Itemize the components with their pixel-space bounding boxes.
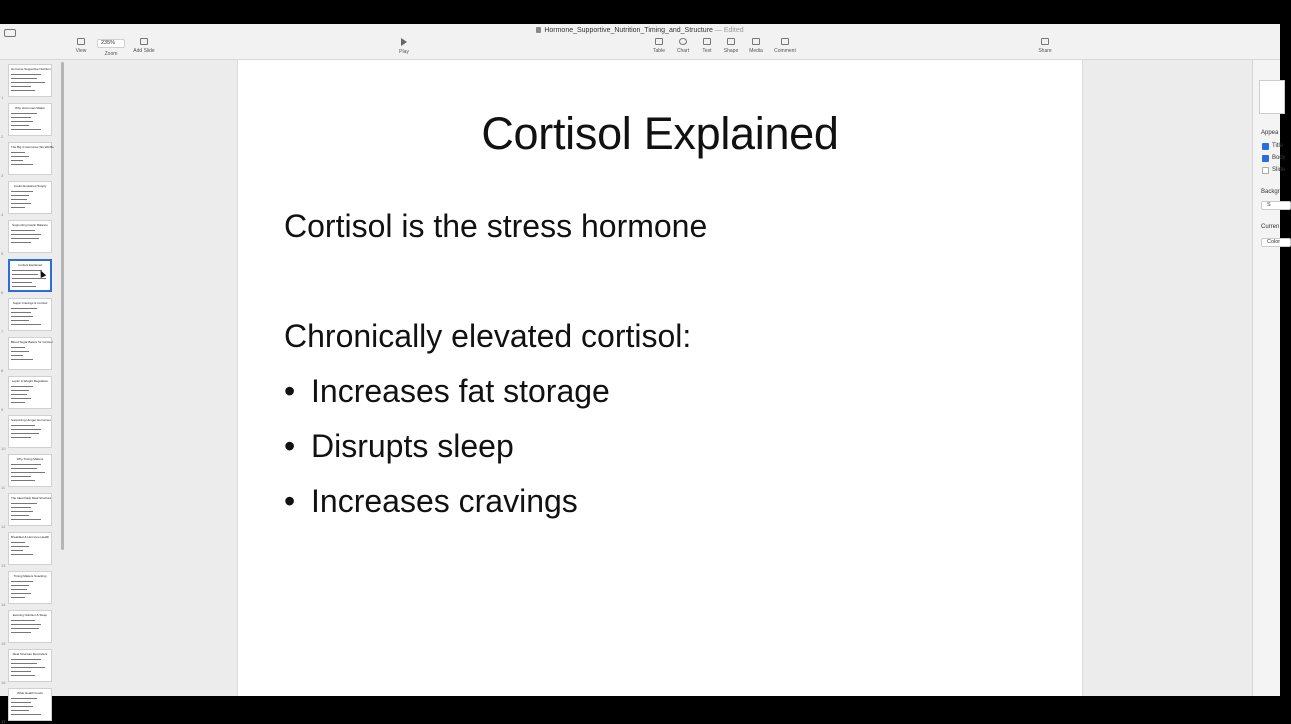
thumbnail-text-line (11, 82, 45, 83)
slide-thumbnail[interactable] (8, 415, 52, 448)
thumbnail-text-line (11, 113, 37, 114)
thumbnail-text-line (11, 324, 41, 325)
thumbnail-text-line (11, 390, 29, 391)
thumbnail-text-line (11, 425, 35, 426)
slide-thumbnail-row[interactable] (0, 64, 60, 100)
slide-thumbnail-row[interactable] (0, 103, 60, 139)
text-icon (703, 38, 711, 45)
thumbnail-title: The Ideal Daily Meal Structure (11, 496, 52, 500)
slide-thumbnail[interactable] (8, 103, 52, 136)
comment-button[interactable] (765, 38, 805, 54)
thumbnail-text-line (11, 402, 25, 403)
thumbnail-text-line (11, 702, 31, 703)
slide-thumbnail-row[interactable] (0, 181, 60, 217)
thumbnail-title: Cortisol Explained (17, 263, 43, 267)
thumbnail-text-line (11, 164, 33, 165)
thumbnail-text-line (11, 663, 37, 664)
document-icon (536, 27, 541, 33)
thumbnail-text-line (12, 286, 36, 287)
background-select[interactable]: S (1261, 201, 1291, 210)
slide-navigator (0, 60, 66, 724)
thumbnail-title: Hormone-Supportive Nutrition (11, 67, 51, 71)
slide-thumbnail-row[interactable] (0, 532, 60, 568)
thumbnail-title: Insulin Explained Simply (13, 184, 47, 188)
slide-thumbnail-row[interactable] (0, 610, 60, 646)
slide-thumbnail-row[interactable] (0, 376, 60, 412)
bullet-item[interactable] (284, 483, 578, 520)
document-title[interactable] (0, 27, 1280, 34)
thumbnail-text-line (11, 519, 41, 520)
slide-thumbnail[interactable] (8, 532, 52, 565)
thumbnail-text-line (11, 675, 35, 676)
thumbnail-text-line (12, 274, 38, 275)
slide-number: 15 (1, 641, 6, 646)
thumbnail-text-line (11, 710, 29, 711)
thumbnail-text-line (11, 316, 33, 317)
thumbnail-text-line (11, 398, 31, 399)
thumbnail-text-line (11, 542, 25, 543)
slide-number: 7 (1, 329, 4, 334)
thumbnail-title: Supporting Hunger Hormones (11, 418, 51, 422)
table-icon (655, 38, 663, 45)
slide-thumbnail-row[interactable] (0, 337, 60, 373)
bullet-text: Disrupts sleep (311, 428, 514, 464)
thumbnail-title: Sugar Cravings & Cortisol (12, 301, 48, 305)
thumbnail-text-line (11, 593, 31, 594)
slide-number: 3 (1, 173, 4, 178)
toolbar (0, 24, 1280, 60)
thumbnail-text-line (11, 480, 35, 481)
bullet-marker: • (284, 428, 296, 464)
slide-number: 1 (1, 95, 4, 100)
table-label: Table (653, 48, 665, 54)
thumbnail-title: Breakfast & Hormone Health (11, 535, 50, 539)
bullet-item[interactable] (284, 428, 514, 465)
thumbnail-text-line (11, 628, 39, 629)
add-slide-icon (140, 38, 148, 45)
slide-thumbnail[interactable] (8, 181, 52, 214)
thumbnail-text-line (11, 238, 39, 239)
thumbnail-text-line (11, 581, 33, 582)
slide-number: 4 (1, 212, 4, 217)
slide-number: 2 (1, 134, 4, 139)
thumbnail-text-line (11, 242, 31, 243)
thumbnail-text-line (11, 152, 25, 153)
thumbnail-text-line (11, 195, 29, 196)
thumbnail-text-line (11, 125, 29, 126)
thumbnail-text-line (11, 472, 45, 473)
thumbnail-text-line (11, 394, 27, 395)
thumbnail-text-line (11, 597, 25, 598)
thumbnail-text-line (11, 706, 33, 707)
thumbnail-text-line (11, 78, 37, 79)
thumbnail-text-line (11, 433, 39, 434)
thumbnail-text-line (11, 199, 27, 200)
thumbnail-text-line (11, 632, 31, 633)
slide-number: 10 (1, 446, 6, 451)
thumbnail-text-line (11, 230, 35, 231)
slide-thumbnail[interactable] (8, 610, 52, 643)
bullet-item[interactable] (284, 373, 610, 410)
thumbnail-text-line (11, 659, 41, 660)
thumbnail-text-line (11, 437, 31, 438)
slide-number: 8 (1, 368, 4, 373)
thumbnail-title: Meal Structure Reminders (12, 652, 48, 656)
thumbnail-text-line (11, 585, 29, 586)
text-label: Text (702, 48, 712, 54)
slide-thumbnail[interactable] (8, 220, 52, 253)
slide-number: 12 (1, 524, 6, 529)
bullet-marker: • (284, 483, 296, 519)
thumbnail-text-line (11, 511, 33, 512)
thumbnail-text-line (11, 546, 29, 547)
thumbnail-title: Why Hormones Matter (14, 106, 45, 110)
share-icon (1041, 38, 1049, 45)
slide-thumbnail-row[interactable] (0, 493, 60, 529)
media-label: Media (749, 48, 763, 54)
play-button[interactable] (384, 38, 424, 55)
thumbnail-text-line (11, 515, 29, 516)
thumbnail-text-line (11, 320, 29, 321)
thumbnail-text-line (11, 191, 33, 192)
slide-thumbnail[interactable] (8, 649, 52, 682)
current-label: Curren (1261, 224, 1280, 230)
bullet-text: Increases fat storage (311, 373, 610, 409)
slide-number: 14 (1, 602, 6, 607)
slide-title[interactable]: Cortisol Explained (481, 108, 839, 159)
mouse-pointer-icon (38, 269, 46, 278)
slide-thumbnail-row[interactable] (0, 415, 60, 451)
thumbnail-text-line (11, 620, 35, 621)
slide-thumbnail-row[interactable] (0, 454, 60, 490)
keynote-window (0, 24, 1286, 724)
thumbnail-text-line (11, 160, 23, 161)
title-checkbox-label: Title (1272, 143, 1284, 149)
view-icon (77, 38, 85, 45)
chart-icon (679, 38, 687, 45)
bullet-text: Increases cravings (311, 483, 578, 519)
thumbnail-text-line (11, 355, 23, 356)
slide-body-line[interactable]: Chronically elevated cortisol: (284, 318, 692, 354)
thumbnail-title: Supporting Insulin Balance (12, 223, 48, 227)
thumbnail-text-line (11, 90, 35, 91)
thumbnail-text-line (12, 282, 32, 283)
thumbnail-text-line (11, 507, 31, 508)
thumbnail-title: Why Timing Matters (16, 457, 44, 461)
slide-thumbnail[interactable] (8, 376, 52, 409)
slide-number: 9 (1, 407, 4, 412)
zoom-label: Zoom (104, 51, 118, 57)
share-label: Share (1038, 48, 1052, 54)
color-select[interactable]: Color (1261, 238, 1291, 247)
shape-icon (727, 38, 735, 45)
view-label: View (75, 48, 87, 54)
slide-thumbnail[interactable] (8, 64, 52, 97)
slide-thumbnail-row[interactable] (0, 571, 60, 607)
slide-number-checkbox[interactable] (1262, 167, 1269, 174)
comment-label: Comment (774, 48, 796, 54)
slide-body-line[interactable]: Cortisol is the stress hormone (284, 208, 708, 244)
thumbnail-text-line (11, 464, 41, 465)
zoom-select[interactable]: 235% (97, 39, 125, 48)
play-icon (401, 38, 407, 46)
background-label: Backgr (1261, 189, 1280, 195)
add-slide-button[interactable] (124, 38, 164, 54)
layout-thumbnail[interactable] (1259, 80, 1285, 114)
thumbnail-text-line (11, 667, 45, 668)
slide-number: 5 (1, 251, 4, 256)
format-inspector (1252, 60, 1286, 696)
thumbnail-text-line (11, 550, 23, 551)
slide-thumbnail[interactable] (8, 688, 52, 721)
slide-number-checkbox-label: Slide (1272, 167, 1286, 173)
edited-status: — Edited (714, 27, 744, 34)
title-checkbox[interactable] (1262, 143, 1269, 150)
thumbnail-text-line (11, 503, 37, 504)
thumbnail-title: What Health Foods (17, 691, 43, 695)
thumbnail-text-line (11, 624, 41, 625)
slide-thumbnail-row[interactable] (0, 220, 60, 256)
slide-thumbnail-row[interactable] (0, 259, 60, 295)
thumbnail-text-line (11, 117, 31, 118)
thumbnail-title: Timing Matters Snacking (13, 574, 47, 578)
thumbnail-text-line (11, 554, 33, 555)
thumbnail-text-line (11, 476, 31, 477)
thumbnail-title: Evening Nutrition & Sleep (12, 613, 48, 617)
thumbnail-text-line (11, 386, 33, 387)
thumbnail-text-line (11, 671, 31, 672)
thumbnail-text-line (11, 714, 41, 715)
slide-thumbnail[interactable] (8, 142, 52, 175)
thumbnail-text-line (11, 86, 31, 87)
thumbnail-text-line (11, 74, 41, 75)
add-slide-label: Add Slide (133, 48, 155, 54)
slide-thumbnail[interactable] (8, 493, 52, 526)
thumbnail-text-line (11, 129, 41, 130)
thumbnail-text-line (11, 121, 33, 122)
thumbnail-text-line (11, 468, 37, 469)
thumbnail-text-line (11, 312, 31, 313)
body-checkbox-label: Body (1272, 155, 1286, 161)
share-button[interactable] (1025, 38, 1065, 54)
slide-thumbnail-row[interactable] (0, 142, 60, 178)
thumbnail-title: Blood Sugar Basics for Cortisol (11, 340, 53, 344)
media-icon (752, 38, 760, 45)
thumbnail-text-line (11, 207, 25, 208)
thumbnail-title: Leptin & Weight Regulation (11, 379, 49, 383)
slide-number: 16 (1, 680, 6, 685)
slide-canvas (66, 60, 1252, 696)
thumbnail-text-line (11, 156, 29, 157)
thumbnail-title: The Big 3 Hormones We Will Be (11, 145, 54, 149)
chart-label: Chart (676, 48, 690, 54)
slide-thumbnail-row[interactable] (0, 649, 60, 685)
thumbnail-text-line (11, 203, 31, 204)
body-checkbox[interactable] (1262, 155, 1269, 162)
slide-thumbnail-row[interactable] (0, 298, 60, 334)
slide-thumbnail[interactable] (8, 298, 52, 331)
bullet-marker: • (284, 373, 296, 409)
shape-label: Shape (723, 48, 739, 54)
slide[interactable] (237, 60, 1083, 696)
thumbnail-text-line (11, 359, 33, 360)
slide-thumbnail-row[interactable] (0, 688, 60, 724)
slide-thumbnail[interactable] (8, 571, 52, 604)
document-name: Hormone_Supportive_Nutrition_Timing_and_Structure (544, 27, 713, 34)
thumbnail-text-line (11, 234, 41, 235)
thumbnail-text-line (11, 347, 25, 348)
slide-number: 17 (1, 719, 6, 724)
thumbnail-text-line (11, 429, 41, 430)
navigator-scrollbar[interactable] (61, 62, 64, 550)
slide-number: 13 (1, 563, 6, 568)
slide-number: 6 (1, 290, 4, 295)
slide-thumbnail[interactable] (8, 337, 52, 370)
slide-number: 11 (1, 485, 6, 490)
comment-icon (781, 38, 789, 45)
thumbnail-text-line (11, 589, 27, 590)
appearance-label: Appea (1261, 130, 1279, 136)
thumbnail-text-line (12, 278, 46, 279)
slide-thumbnail[interactable] (8, 454, 52, 487)
play-label: Play (399, 49, 409, 55)
thumbnail-text-line (11, 351, 29, 352)
thumbnail-text-line (11, 698, 37, 699)
slide-thumbnail[interactable] (8, 259, 52, 292)
thumbnail-text-line (11, 308, 37, 309)
